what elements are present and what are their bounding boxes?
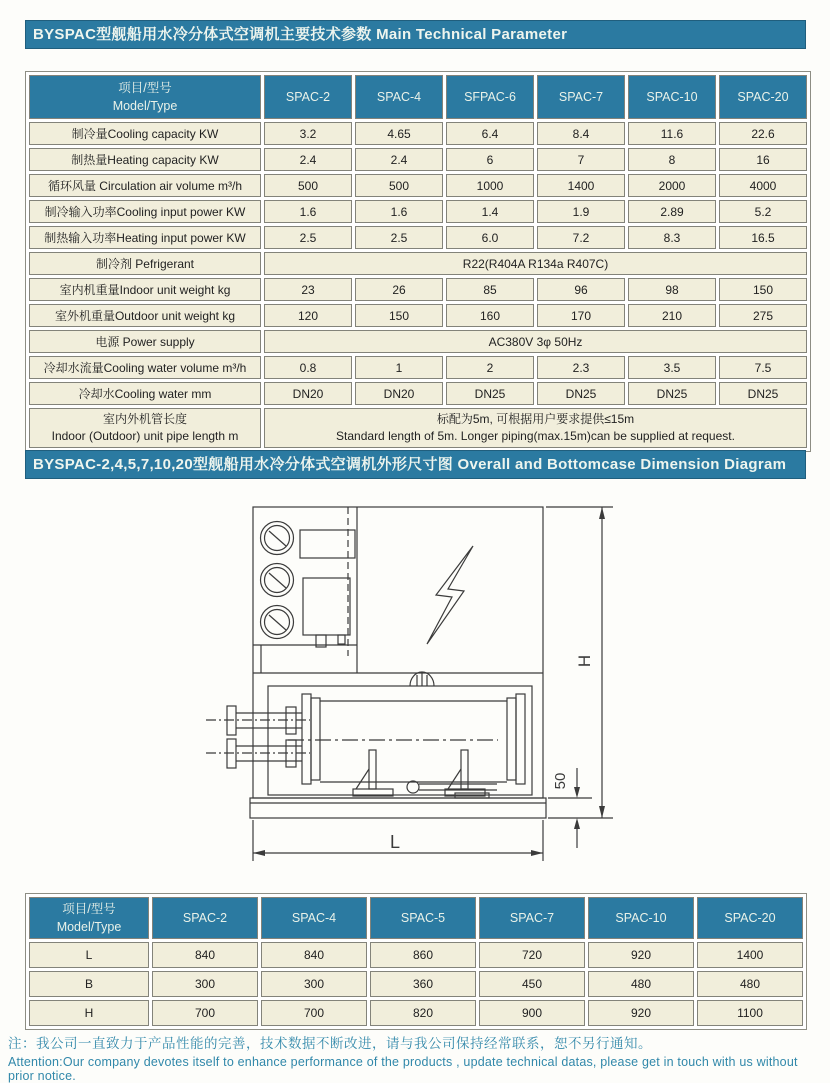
dim-value-cell: 700 (261, 1000, 367, 1026)
spec-row-cooling-capacity (29, 122, 807, 145)
spec-table (25, 71, 811, 452)
spec-row-cooling-water-pipe (29, 382, 807, 405)
condenser-section (268, 672, 532, 795)
spec-row-pipe-length (29, 408, 807, 448)
spec-row-power-supply (29, 330, 807, 353)
pipe-length-label-zh: 室内外机管长度 (102, 411, 187, 426)
spec-value-cell: 26 (355, 278, 443, 301)
dim-value-cell: 840 (261, 942, 367, 968)
column-header-spac-7: SPAC-7 (537, 75, 625, 119)
spec-value-cell: 500 (264, 174, 352, 197)
pipe-length-note-en: Standard length of 5m. Longer piping(max.15m)can be supplied at request. (336, 429, 735, 443)
water-pipe-connections (206, 706, 310, 768)
spec-value-cell: 170 (537, 304, 625, 327)
spec-row-label: 室外机重量Outdoor unit weight kg (29, 304, 261, 327)
dimension-table (25, 893, 807, 1030)
column-header-spac-4: SPAC-4 (355, 75, 443, 119)
dim-row-width (29, 971, 803, 997)
spec-header-model-type (29, 75, 261, 119)
spec-row-label (29, 408, 261, 448)
spec-value-cell: 2.89 (628, 200, 716, 223)
dimension-diagram-banner-title: BYSPAC-2,4,5,7,10,20型舰船用水冷分体式空调机外形尺寸图 Overall and Bottomcase Dimension Diagram (33, 456, 787, 473)
dimension-diagram (0, 485, 830, 885)
base-height-dimension-label: 50 (552, 772, 569, 790)
spec-value-cell: 1.6 (355, 200, 443, 223)
spec-value-cell: 16.5 (719, 226, 807, 249)
dim-header-row (29, 897, 803, 939)
spec-value-cell: 7.2 (537, 226, 625, 249)
spec-value-cell: 3.2 (264, 122, 352, 145)
spec-value-cell: 275 (719, 304, 807, 327)
spec-value-cell: 2.5 (264, 226, 352, 249)
spec-value-cell: 2000 (628, 174, 716, 197)
spec-row-label: 制冷剂 Pefrigerant (29, 252, 261, 275)
column-header-spac-10: SPAC-10 (588, 897, 694, 939)
spec-row-indoor-weight (29, 278, 807, 301)
spec-value-cell: 150 (355, 304, 443, 327)
dim-value-cell: 480 (588, 971, 694, 997)
spec-value-cell: DN25 (628, 382, 716, 405)
main-parameters-banner-title: BYSPAC型舰船用水冷分体式空调机主要技术参数 Main Technical Parameter (33, 26, 568, 43)
spec-row-outdoor-weight (29, 304, 807, 327)
dim-row-label: H (29, 1000, 149, 1026)
dim-header-model-type (29, 897, 149, 939)
dim-value-cell: 720 (479, 942, 585, 968)
spec-row-label: 室内机重量Indoor unit weight kg (29, 278, 261, 301)
length-dimension (253, 820, 543, 861)
spec-row-label: 制热输入功率Heating input power KW (29, 226, 261, 249)
spec-value-cell: 3.5 (628, 356, 716, 379)
column-header-spac-2: SPAC-2 (152, 897, 258, 939)
dim-value-cell: 300 (152, 971, 258, 997)
spec-value-cell: 6 (446, 148, 534, 171)
spec-header-row (29, 75, 807, 119)
control-box (300, 530, 355, 647)
footer-note-en: Attention:Our company devotes itself to enhance performance of the products , update technical datas, please get in touch with us without prior notice. (8, 1055, 798, 1083)
spec-value-cell: 6.0 (446, 226, 534, 249)
spec-header-label-zh: 项目/型号 (118, 80, 172, 95)
spec-value-cell: 96 (537, 278, 625, 301)
spec-value-cell: 1.6 (264, 200, 352, 223)
pipe-length-note-zh: 标配为5m, 可根据用户要求提供≤15m (436, 411, 635, 426)
spec-value-cell: 8.4 (537, 122, 625, 145)
spec-value-cell: 5.2 (719, 200, 807, 223)
spec-row-circulation-air (29, 174, 807, 197)
spec-value-cell: 98 (628, 278, 716, 301)
dim-value-cell: 840 (152, 942, 258, 968)
dim-value-cell: 450 (479, 971, 585, 997)
dim-value-cell: 900 (479, 1000, 585, 1026)
spec-row-label: 冷却水流量Cooling water volume m³/h (29, 356, 261, 379)
spec-row-label: 制冷输入功率Cooling input power KW (29, 200, 261, 223)
spec-row-refrigerant (29, 252, 807, 275)
spec-value-cell: 500 (355, 174, 443, 197)
spec-value-cell: 1400 (537, 174, 625, 197)
spec-value-cell: 85 (446, 278, 534, 301)
spec-value-cell: 2.3 (537, 356, 625, 379)
base-frame (250, 798, 546, 818)
spec-value-cell: 7.5 (719, 356, 807, 379)
spec-row-label: 制冷量Cooling capacity KW (29, 122, 261, 145)
dim-value-cell: 820 (370, 1000, 476, 1026)
dim-row-label: L (29, 942, 149, 968)
mounting-feet (353, 750, 497, 798)
spec-value-cell: DN25 (446, 382, 534, 405)
dim-value-cell: 1100 (697, 1000, 803, 1026)
column-header-spac-7: SPAC-7 (479, 897, 585, 939)
spec-row-heating-capacity (29, 148, 807, 171)
dim-row-length (29, 942, 803, 968)
lightning-bolt-icon (427, 546, 473, 644)
height-dimension (546, 507, 613, 818)
column-header-spac-2: SPAC-2 (264, 75, 352, 119)
spec-span-cell: AC380V 3φ 50Hz (264, 330, 807, 353)
spec-value-cell: 7 (537, 148, 625, 171)
dim-value-cell: 920 (588, 942, 694, 968)
column-header-spac-10: SPAC-10 (628, 75, 716, 119)
spec-value-cell: 150 (719, 278, 807, 301)
spec-value-cell: 1000 (446, 174, 534, 197)
main-parameters-banner (25, 20, 806, 49)
dim-header-label-zh: 项目/型号 (62, 901, 116, 916)
footer-note-zh: 注：我公司一直致力于产品性能的完善，技术数据不断改进，请与我公司保持经常联系，恕不另行通知。 (8, 1036, 652, 1051)
spec-value-cell: DN20 (355, 382, 443, 405)
spec-value-cell: 120 (264, 304, 352, 327)
column-header-spac-4: SPAC-4 (261, 897, 367, 939)
dim-value-cell: 480 (697, 971, 803, 997)
length-dimension-label: L (389, 832, 401, 852)
dim-value-cell: 700 (152, 1000, 258, 1026)
spec-value-cell: 4.65 (355, 122, 443, 145)
spec-value-cell: 1 (355, 356, 443, 379)
dim-value-cell: 360 (370, 971, 476, 997)
dim-row-label: B (29, 971, 149, 997)
spec-row-label: 冷却水Cooling water mm (29, 382, 261, 405)
spec-value-cell: 6.4 (446, 122, 534, 145)
spec-value-cell: 23 (264, 278, 352, 301)
spec-span-cell (264, 408, 807, 448)
spec-value-cell: 8 (628, 148, 716, 171)
spec-row-heating-input-power (29, 226, 807, 249)
footer-note (8, 1032, 826, 1083)
spec-value-cell: 2 (446, 356, 534, 379)
spec-value-cell: DN25 (537, 382, 625, 405)
height-dimension-label: H (575, 654, 594, 668)
dim-row-height (29, 1000, 803, 1026)
pipe-length-label-en: Indoor (Outdoor) unit pipe length m (51, 429, 239, 443)
spec-value-cell: 4000 (719, 174, 807, 197)
dim-value-cell: 920 (588, 1000, 694, 1026)
spec-value-cell: 2.5 (355, 226, 443, 249)
spec-span-cell: R22(R404A R134a R407C) (264, 252, 807, 275)
spec-value-cell: 0.8 (264, 356, 352, 379)
spec-value-cell: 160 (446, 304, 534, 327)
base-height-dimension (548, 768, 592, 848)
pressure-gauge-icon (261, 564, 294, 597)
spec-row-label: 电源 Power supply (29, 330, 261, 353)
column-header-spac-20: SPAC-20 (697, 897, 803, 939)
column-header-spac-5: SPAC-5 (370, 897, 476, 939)
spec-row-cooling-water-volume (29, 356, 807, 379)
spec-row-label: 循环风量 Circulation air volume m³/h (29, 174, 261, 197)
dimension-diagram-banner (25, 450, 806, 479)
column-header-spac-20: SPAC-20 (719, 75, 807, 119)
spec-header-label-en: Model/Type (112, 99, 178, 113)
spec-value-cell: 8.3 (628, 226, 716, 249)
dim-header-label-en: Model/Type (56, 920, 122, 934)
spec-value-cell: 1.4 (446, 200, 534, 223)
dim-value-cell: 1400 (697, 942, 803, 968)
spec-value-cell: 1.9 (537, 200, 625, 223)
pressure-gauge-icon (261, 606, 294, 639)
dim-value-cell: 860 (370, 942, 476, 968)
spec-row-label: 制热量Heating capacity KW (29, 148, 261, 171)
column-header-sfpac-6: SFPAC-6 (446, 75, 534, 119)
dim-value-cell: 300 (261, 971, 367, 997)
spec-value-cell: 16 (719, 148, 807, 171)
spec-value-cell: 210 (628, 304, 716, 327)
spec-value-cell: 22.6 (719, 122, 807, 145)
spec-value-cell: DN25 (719, 382, 807, 405)
spec-row-cooling-input-power (29, 200, 807, 223)
spec-value-cell: 2.4 (355, 148, 443, 171)
pressure-gauge-icon (261, 522, 294, 555)
spec-value-cell: 11.6 (628, 122, 716, 145)
spec-value-cell: 2.4 (264, 148, 352, 171)
spec-value-cell: DN20 (264, 382, 352, 405)
